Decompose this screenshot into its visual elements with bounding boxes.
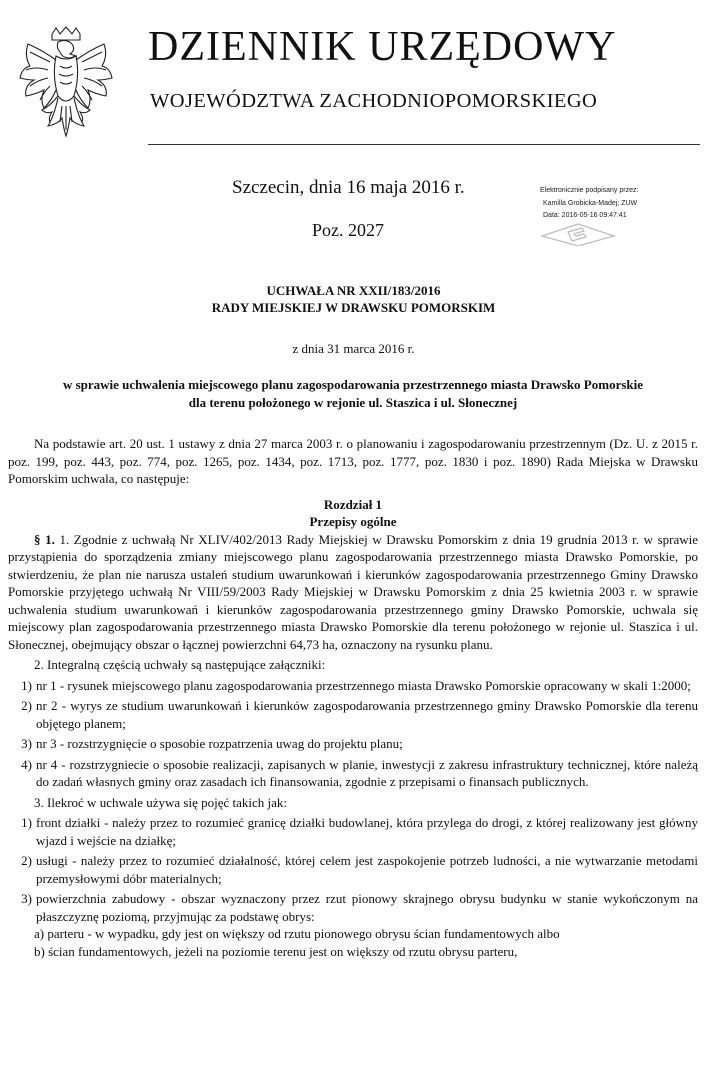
paragraph-3-intro: 3. Ilekroć w uchwale używa się pojęć takich jak: [34, 794, 288, 810]
chapter-subtitle: Przepisy ogólne [309, 514, 397, 529]
preamble-paragraph: Na podstawie art. 20 ust. 1 ustawy z dnia 27 marca 2003 r. o planowaniu i zagospodarowaniu przestrzennym (Dz. U. z 2015 r. poz. 199, poz. 443, poz. 774, poz. 1265, poz. 1434, poz. 1713, poz. 1777, poz. 1830 i poz. 1890) Rada Miejska w Drawsku Pomorskim uchwala, co następuje: [8, 436, 698, 486]
esign-label: Elektronicznie podpisany przez: [540, 187, 639, 194]
list-item [8, 814, 698, 849]
resolution-body [8, 435, 698, 960]
list-item-number: 3) [21, 736, 32, 751]
chapter-title: Rozdział 1 [323, 496, 383, 512]
list-item-text: nr 4 - rozstrzygniecie o sposobie realizacji, zapisanych w planie, inwestycji z zakresu infrastruktury technicznej, które należą do zadań własnych gminy oraz zasadach ich finansowania, zgodnie z przepisami o finansach publicznych. [36, 756, 698, 789]
list-item [8, 677, 698, 695]
list-item-number: 1) [21, 815, 32, 830]
resolution-council: RADY MIEJSKIEJ W DRAWSKU POMORSKIM [211, 300, 496, 315]
esign-date: Data: 2016-05-16 09:47:41 [543, 212, 627, 219]
list-item-text: nr 3 - rozstrzygnięcie o sposobie rozpatrzenia uwag do projektu planu; [36, 736, 403, 751]
list-item-number: 2) [21, 853, 32, 868]
list-item-text: powierzchnia zabudowy - obszar wyznaczony przez rzut pionowy skrajnego obrysu budynku w stanie wykończonym na płaszczyznę poziomą, przyjmując za podstawę obrys: [36, 891, 698, 924]
section-1-label: § 1. [34, 531, 55, 547]
subject-line-1: w sprawie uchwalenia miejscowego planu zagospodarowania przestrzennego miasta Drawsko Pomorskie [62, 377, 644, 392]
position-number: Poz. 2027 [312, 220, 384, 240]
place-and-date: Szczecin, dnia 16 maja 2016 r. [232, 177, 465, 198]
header-divider [148, 144, 700, 145]
section-1-paragraph [8, 531, 698, 654]
resolution-date: z dnia 31 marca 2016 r. [292, 341, 415, 356]
list-item-number: 4) [21, 756, 32, 772]
list-item [8, 852, 698, 887]
list-item-text: front działki - należy przez to rozumieć granicę działki budowlanej, która przylega do drogi, z której realizowany jest główny wjazd i wejście na działkę; [36, 815, 698, 848]
polish-eagle-emblem-icon [14, 26, 118, 150]
list-item-number: 3) [21, 891, 32, 906]
subject-line-2: dla terenu położonego w rejonie ul. Staszica i ul. Słonecznej [188, 395, 518, 410]
list-item [8, 735, 698, 753]
gazette-subtitle: WOJEWÓDZTWA ZACHODNIOPOMORSKIEGO [150, 90, 598, 112]
list-item [8, 756, 698, 791]
list-item [8, 697, 698, 732]
resolution-number: UCHWAŁA NR XXII/183/2016 [266, 283, 441, 298]
electronic-signature-block [540, 185, 638, 223]
list-item-text: usługi - należy przez to rozumieć działalność, której celem jest zaspokojenie potrzeb ludności, a nie wytwarzanie metodami przemysłowymi dóbr materialnych; [36, 853, 698, 886]
list-item-text: nr 2 - wyrys ze studium uwarunkowań i kierunków zagospodarowania przestrzennego gminy Drawsko Pomorskie dla terenu objętego planem; [36, 698, 698, 731]
paragraph-2-intro: 2. Integralną częścią uchwały są następujące załączniki: [34, 657, 326, 672]
gazette-title: DZIENNIK URZĘDOWY [148, 24, 617, 70]
resolution-subject [8, 376, 698, 412]
list-item [8, 890, 698, 925]
signature-stamp-icon [538, 222, 618, 246]
section-1-text: 1. Zgodnie z uchwałą Nr XLIV/402/2013 Rady Miejskiej w Drawsku Pomorskim z dnia 19 grudnia 2013 r. w sprawie przystąpienia do sporządzenia zmiany miejscowego planu zagospodarowania przestrzennego miasta Drawsko Pomorskie, po stwierdzeniu, że plan nie narusza ustaleń studium uwarunkowań i kierunków zagospodarowania przestrzennego Gminy Drawsko Pomorskie przyjętego uchwałą Nr VIII/59/2003 Rady Miejskiej w Drawsku Pomorskim z dnia 25 kwietnia 2003 r. w sprawie uchwalenia studium uwarunkowań i kierunków zagospodarowania przestrzennego gminy Drawsko Pomorskie, uchwala się miejscowy plan zagospodarowania przestrzennego miasta Drawsko Pomorskie dla terenu położonego w rejonie ul. Staszica i ul. Słonecznej, obejmujący obszar o łącznej powierzchni 64,73 ha, oznaczony na rysunku planu. [8, 531, 699, 652]
sub-item: b) ścian fundamentowych, jeżeli na poziomie terenu jest on większy od rzutu obrysu parteru, [34, 943, 518, 959]
sub-item: a) parteru - w wypadku, gdy jest on większy od rzutu pionowego obrysu ścian fundamentowych albo [34, 926, 560, 941]
list-item-text: nr 1 - rysunek miejscowego planu zagospodarowania przestrzennego miasta Drawsko Pomorskie opracowany w skali 1:2000; [36, 677, 691, 693]
list-item-number: 1) [21, 677, 32, 693]
esign-signer: Kamilla Grobicka-Madej; ZUW [543, 199, 638, 207]
list-item-number: 2) [21, 698, 32, 713]
